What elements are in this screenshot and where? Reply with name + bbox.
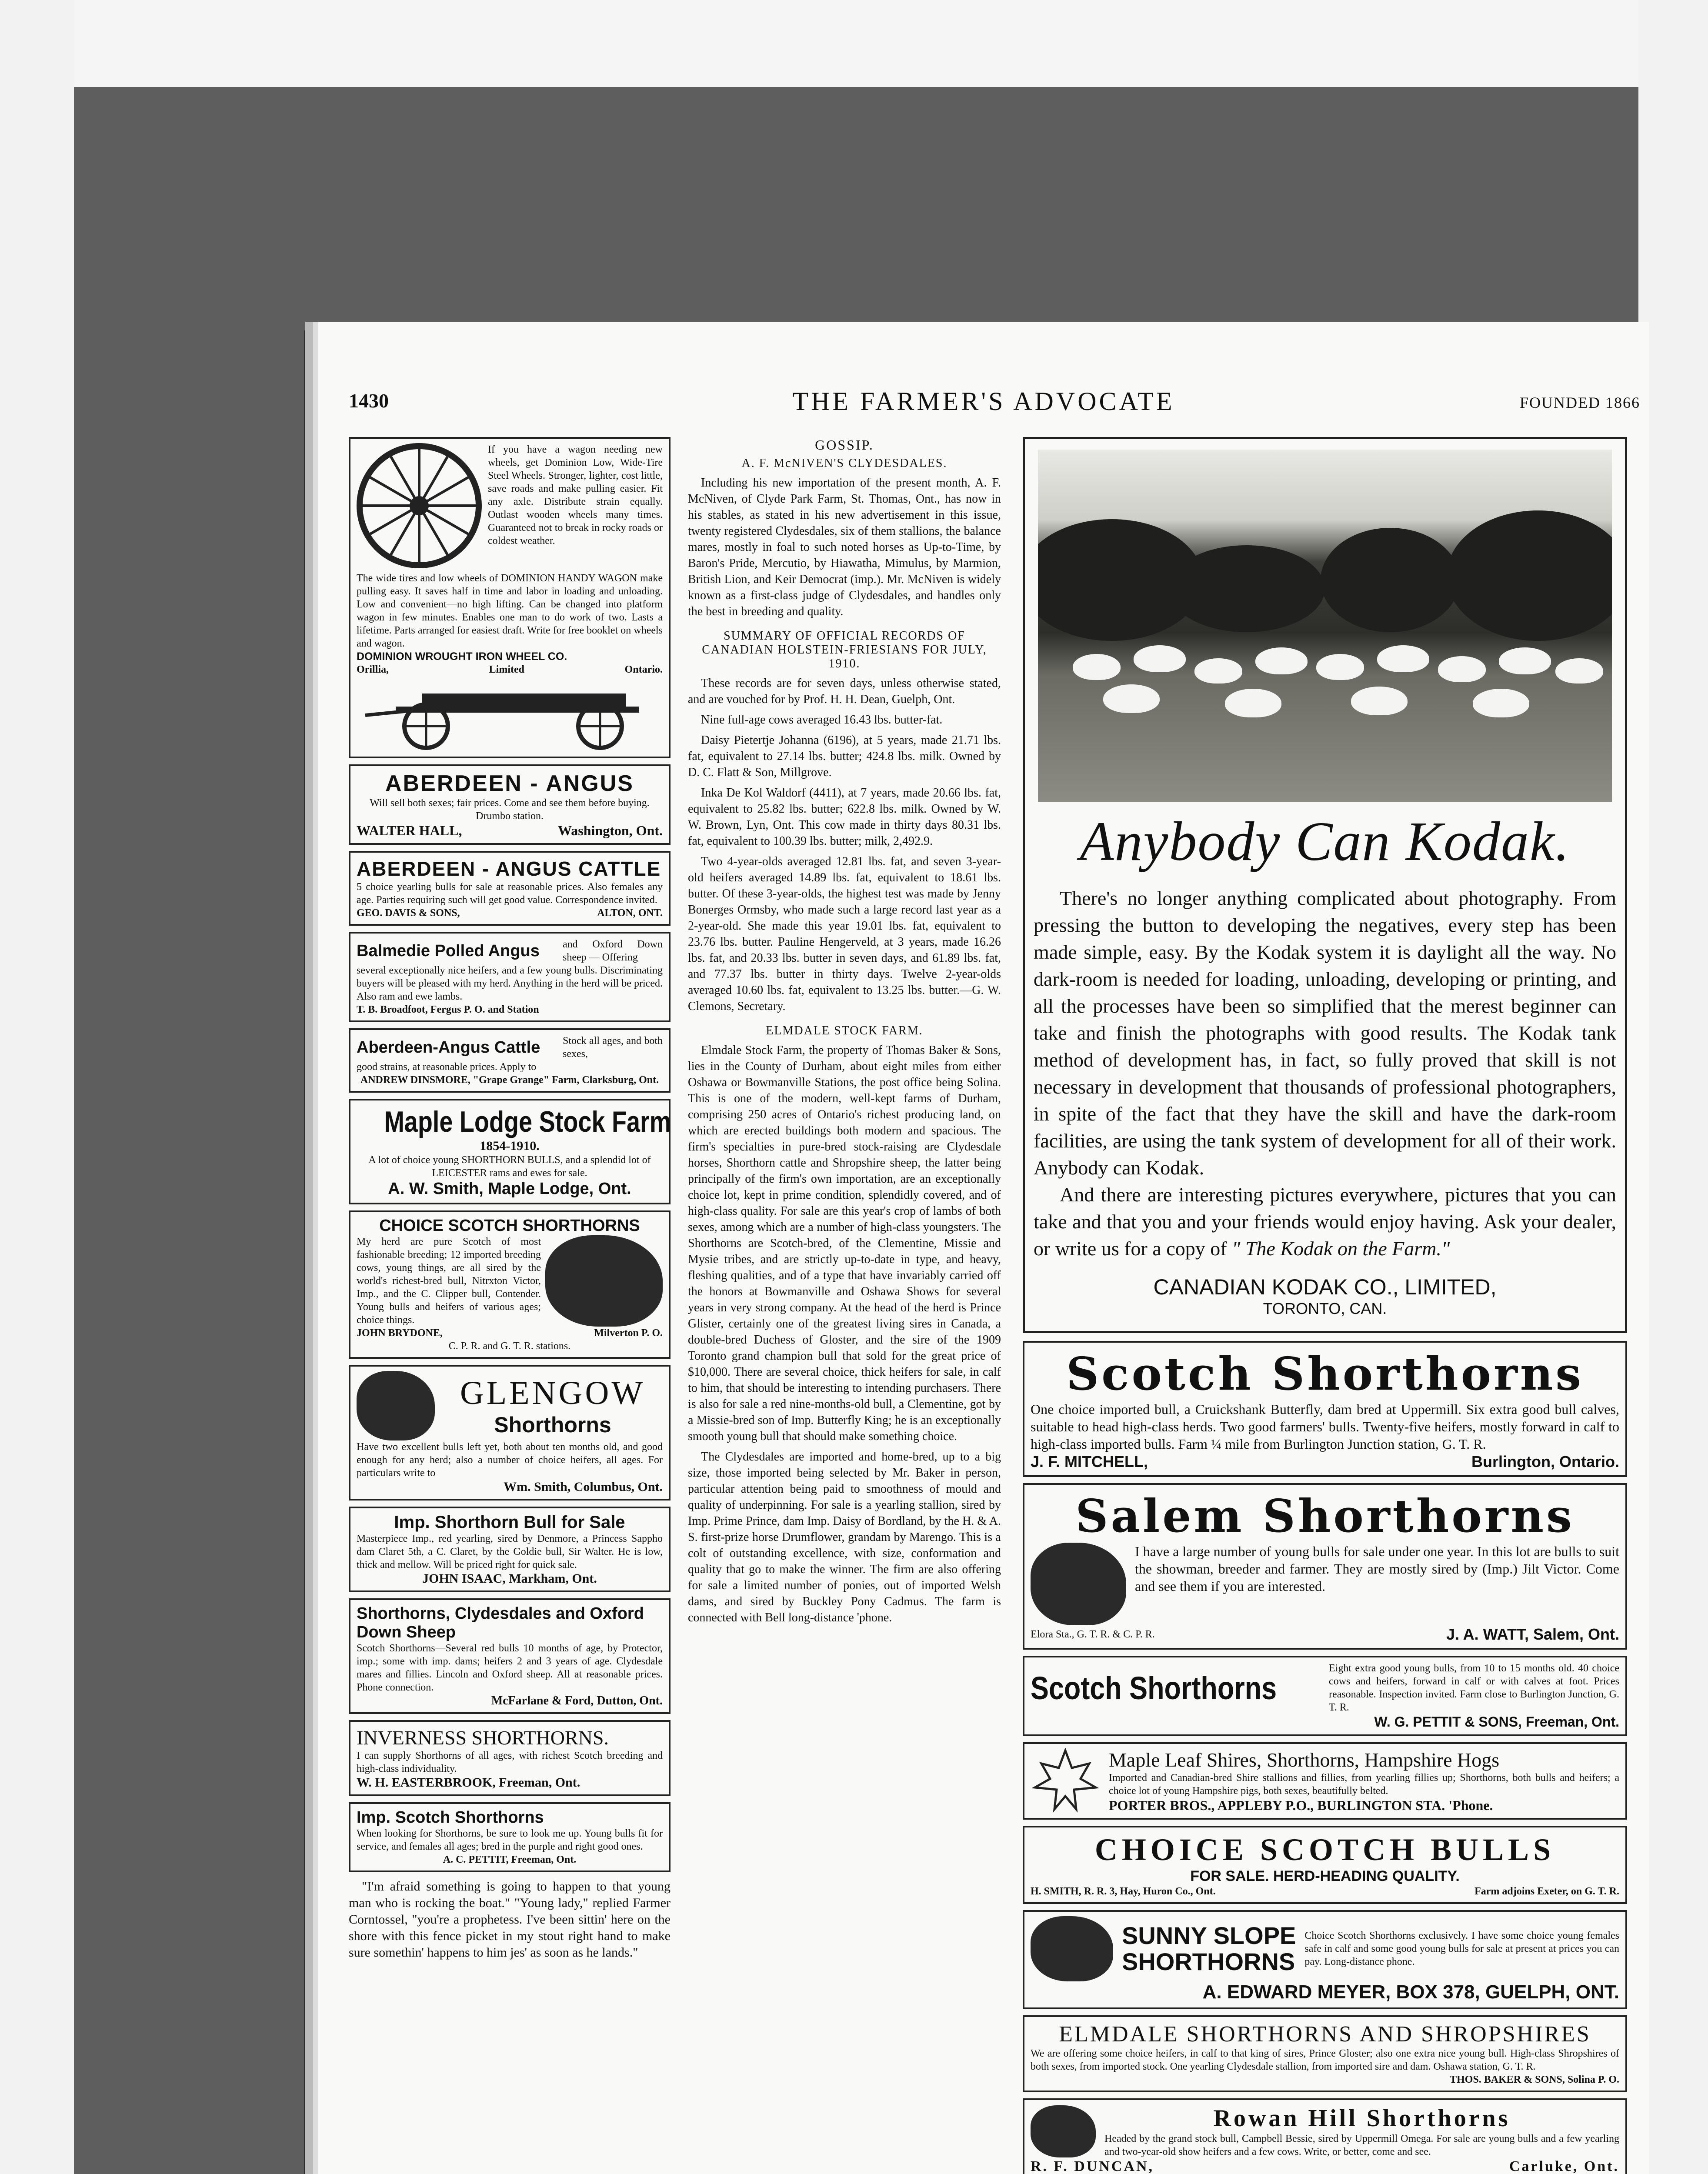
- gossip-heading: GOSSIP.: [815, 437, 874, 453]
- ad-subtitle: FOR SALE. HERD-HEADING QUALITY.: [1190, 1868, 1460, 1884]
- ad-text: My herd are pure Scotch of most fashionable breeding; 12 imported breeding cows, young things, are all sired by the world's richest-bred bull, Nitrxton Victor, Imp., and the C. Clipper bull, Contender. Young bulls and heifers of various ages; choice things.: [357, 1236, 541, 1326]
- wagon-illustration-icon: [357, 676, 661, 750]
- ad-text: When looking for Shorthorns, be sure to look me up. Young bulls fit for service, and females all ages; bred in the purple and right good ones.: [357, 1828, 663, 1852]
- ad-title: ELMDALE SHORTHORNS AND SHROPSHIRES: [1059, 2022, 1591, 2047]
- joke-paragraph: "I'm afraid something is going to happen to that young man who is rocking the boat." "Young lady," replied Farmer Corntossel, "you're a prophetess. I've been sittin' here on the shore with this fence picket in my stout right hand to make sure somethin' happens to him jes' as soon as he lands.": [349, 1879, 671, 1960]
- ad-place: Burlington, Ontario.: [1471, 1453, 1619, 1470]
- wagon-wheel-icon: [357, 443, 482, 568]
- mcniven-paragraph: Including his new importation of the present month, A. F. McNiven, of Clyde Park Farm, St. Thomas, Ont., has now in his stables, as stated in his new advertisement in this issue, twenty registered Clydesdales, six of them stallions, the balance mares, mostly in foal to such noted horses as Up-to-Time, by Baron's Pride, Mercutio, by Hiawatha, Mimulus, by Marmion, British Lion, and Keir Democrat (imp.). Mr. McNiven is widely known as a first-class judge of Clydesdales, and handles only the best in breeding and quality.: [688, 476, 1001, 618]
- pettit-small-ad: [349, 1802, 671, 1872]
- ad-title: Imp. Shorthorn Bull for Sale: [394, 1513, 625, 1532]
- ad-text: Headed by the grand stock bull, Campbell Bessie, sired by Uppermill Omega. For sale are young bulls and a few yearling and two-year-old show heifers and a few cows. Write, or better, come and see.: [1104, 2133, 1619, 2157]
- wheel-ad-province: Ontario.: [624, 664, 663, 675]
- wheel-ad: [349, 437, 671, 758]
- advert-column-right: [1023, 437, 1627, 2174]
- kodak-booklet-title: " The Kodak on the Farm.": [1232, 1237, 1450, 1260]
- ad-text: A lot of choice young SHORTHORN BULLS, and a splendid lot of LEICESTER rams and ewes for sale.: [368, 1154, 651, 1179]
- ad-text: Masterpiece Imp., red yearling, sired by Denmore, a Princess Sappho dam Claret 5th, a C. Claret, by the Goldie bull, Sir Walter. He is low, thick and mellow. Will be priced right for quick sale.: [357, 1533, 663, 1570]
- ad-name: R. F. DUNCAN,: [1031, 2158, 1154, 2174]
- ad-name: A. W. Smith, Maple Lodge, Ont.: [388, 1180, 631, 1198]
- glengow-ad: [349, 1365, 671, 1500]
- bull-icon: [1031, 1916, 1113, 1981]
- summary-paragraph: Nine full-age cows averaged 16.43 lbs. butter-fat.: [701, 713, 943, 727]
- ad-title: Rowan Hill Shorthorns: [1213, 2105, 1511, 2132]
- ad-years: 1854-1910.: [480, 1139, 540, 1153]
- masthead: THE FARMER'S ADVOCATE: [792, 387, 1175, 416]
- page-header: [318, 389, 1649, 424]
- bull-icon: [1031, 2105, 1096, 2157]
- ad-name: PORTER BROS., APPLEBY P.O., BURLINGTON STA. 'Phone.: [1109, 1797, 1493, 1813]
- elmdale-heading: ELMDALE STOCK FARM.: [766, 1024, 923, 1037]
- ad-title: CHOICE SCOTCH BULLS: [1094, 1832, 1555, 1867]
- ad-name: A. EDWARD MEYER, BOX 378, GUELPH, ONT.: [1202, 1981, 1619, 2003]
- ad-name: JOHN ISAAC, Markham, Ont.: [422, 1571, 597, 1586]
- ad-text: good strains, at reasonable prices. Apply to: [357, 1061, 537, 1073]
- scan-margin-top: [0, 0, 1708, 87]
- advert-column-left: [349, 437, 671, 1961]
- porter-ad: [1023, 1742, 1627, 1820]
- founded-line: FOUNDED 1866: [1519, 394, 1640, 411]
- gossip-column: [688, 437, 1001, 1630]
- inverness-ad: [349, 1720, 671, 1796]
- ad-stations: C. P. R. and G. T. R. stations.: [448, 1340, 571, 1352]
- ad-place: Farm adjoins Exeter, on G. T. R.: [1474, 1886, 1619, 1897]
- ad-name: W. G. PETTIT & SONS, Freeman, Ont.: [1374, 1714, 1619, 1730]
- ad-title: GLENGOW: [460, 1374, 646, 1411]
- wheel-ad-town: Orillia,: [357, 664, 389, 675]
- ad-place: Milverton P. O.: [594, 1327, 663, 1339]
- ad-name: Wm. Smith, Columbus, Ont.: [504, 1480, 663, 1494]
- ad-subtitle: Shorthorns: [494, 1412, 611, 1437]
- ad-text: Have two excellent bulls left yet, both about ten months old, and good enough for any herd; also a number of choice heifers, all ages. For particulars write to: [357, 1441, 663, 1479]
- kodak-paragraph-2: And there are interesting pictures everywhere, pictures that you can take and that you and your friends would enjoy having. Ask your dealer, or write us for a copy of: [1034, 1184, 1616, 1260]
- scan-margin-right: [1638, 0, 1708, 2174]
- wheel-ad-body: The wide tires and low wheels of DOMINION HANDY WAGON make pulling easy. It saves half in time and labor in loading and unloading. Low and convenient—no high lifting. Can be changed into platform wagon in few minutes. Enables one man to do work of two. Lasts a lifetime. Parts arranged for easiest draft. Write for free booklet on wheels and wagon.: [357, 573, 663, 649]
- kodak-company: CANADIAN KODAK CO., LIMITED,: [1153, 1275, 1497, 1299]
- ad-title: ABERDEEN - ANGUS: [385, 771, 634, 796]
- ad-title: Maple Leaf Shires, Shorthorns, Hampshire Hogs: [1109, 1749, 1500, 1771]
- ad-title: Maple Lodge Stock Farm: [384, 1105, 671, 1138]
- bull-head-icon: [545, 1235, 663, 1327]
- maple-leaf-icon: [1031, 1748, 1100, 1814]
- kodak-title: Anybody Can Kodak.: [1080, 810, 1570, 872]
- baker-ad: [1023, 2015, 1627, 2092]
- page-number: 1430: [349, 390, 389, 412]
- ad-text: I have a large number of young bulls for sale under one year. In this lot are bulls to suit the showman, breeder and farmer. They are mostly sired by (Imp.) Jilt Victor. Come and see them if you are interested.: [1135, 1544, 1619, 1594]
- summary-paragraph: Daisy Pietertje Johanna (6196), at 5 years, made 21.71 lbs. fat, equivalent to 27.14 lbs. butter; 424.8 lbs. milk. Owned by D. C. Flatt & Son, Millgrove.: [688, 734, 1001, 779]
- ad-text: Imported and Canadian-bred Shire stallions and fillies, from yearling fillies up; Shorthorns, both bulls and heifers; a choice lot of young Hampshire pigs, both sexes, beautifully belted.: [1109, 1772, 1619, 1797]
- newspaper-page: [313, 322, 1649, 2174]
- ad-title: CHOICE SCOTCH SHORTHORNS: [379, 1217, 640, 1235]
- ad-title-2: SHORTHORNS: [1122, 1948, 1295, 1975]
- ad-title: Balmedie Polled Angus: [357, 941, 540, 960]
- ad-name: JOHN BRYDONE,: [357, 1327, 443, 1339]
- aberdeen-angus-davis-ad: [349, 851, 671, 926]
- ad-text: Will sell both sexes; fair prices. Come and see them before buying. Drumbo station.: [370, 797, 650, 822]
- wheel-ad-company: DOMINION WROUGHT IRON WHEEL CO.: [357, 650, 567, 663]
- brydone-ad: [349, 1210, 671, 1359]
- ad-name: A. C. PETTIT, Freeman, Ont.: [443, 1854, 577, 1865]
- ad-name: H. SMITH, R. R. 3, Hay, Huron Co., Ont.: [1031, 1886, 1216, 1897]
- bull-icon: [1031, 1543, 1126, 1625]
- ad-text: several exceptionally nice heifers, and a few young bulls. Discriminating buyers will be pleased with my herd. Anything in the herd will be priced. Also ram and ewe lambs.: [357, 965, 663, 1002]
- ad-title: Shorthorns, Clydesdales and Oxford Down Sheep: [357, 1604, 644, 1641]
- meyer-ad: [1023, 1910, 1627, 2009]
- kodak-paragraph: There's no longer anything complicated about photography. From pressing the button to developing the negatives, every step has been made simple, easy. By the Kodak system it is daylight all the way. No dark-room is needed for loading, unloading, developing or printing, and all the processes have been so simplified that the merest beginner can take and finish the photographs with good results. The Kodak tank method of development has, in fact, so fully proved that skill is not necessary in development that thousands of professional photographers, in spite of the fact that they have the skill and have the dark-room facilities, are using the tank system of development for all of their work. Anybody can Kodak.: [1034, 887, 1616, 1179]
- ad-text: I can supply Shorthorns of all ages, with richest Scotch breeding and high-class individuality.: [357, 1750, 663, 1774]
- ad-text: Choice Scotch Shorthorns exclusively. I have some choice young females safe in calf and some good young bulls for sale at present at prices you can pay. Long-distance phone.: [1304, 1930, 1619, 1967]
- maple-lodge-ad: [349, 1099, 671, 1204]
- ad-place: Washington, Ont.: [558, 823, 663, 838]
- ad-place: Carluke, Ont.: [1509, 2158, 1619, 2174]
- ad-name: GEO. DAVIS & SONS,: [357, 907, 460, 919]
- ad-side: and Oxford Down sheep — Offering: [563, 939, 663, 963]
- wheel-ad-intro: If you have a wagon needing new wheels, get Dominion Low, Wide-Tire Steel Wheels. Stronger, lighter, cost little, save roads and make pulling easier. Fit any axle. Distribute strain equally. Outlast wooden wheels many times. Guaranteed not to break in rocky roads or coldest weather.: [488, 444, 663, 547]
- salem-ad: [1023, 1483, 1627, 1650]
- ad-name: ANDREW DINSMORE, "Grape Grange" Farm, Clarksburg, Ont.: [360, 1074, 659, 1086]
- summary-paragraph: Inka De Kol Waldorf (4411), at 7 years, made 20.66 lbs. fat, equivalent to 25.82 lbs. butter; 622.8 lbs. milk. Owned by W. W. Brown, Lyn, Ont. This cow made in thirty days 80.31 lbs. fat, equivalent to 100.39 lbs. butter; milk, 2,492.9.: [688, 786, 1001, 848]
- ad-place: ALTON, ONT.: [597, 907, 663, 919]
- ad-name: T. B. Broadfoot, Fergus P. O. and Station: [357, 1004, 539, 1015]
- aberdeen-angus-hall-ad: [349, 764, 671, 845]
- ad-title: Scotch Shorthorns: [1031, 1670, 1277, 1706]
- summary-paragraph: These records are for seven days, unless otherwise stated, and are vouched for by Prof. H. H. Dean, Guelph, Ont.: [688, 677, 1001, 706]
- ad-text: Eight extra good young bulls, from 10 to 15 months old. 40 choice cows and heifers, forward in calf or with calves at foot. Prices reasonable. Inspection invited. Farm close to Burlington Junction, G. T. R.: [1329, 1663, 1619, 1713]
- ad-title: Salem Shorthorns: [1075, 1489, 1575, 1543]
- ad-title: INVERNESS SHORTHORNS.: [357, 1727, 609, 1749]
- ad-name: THOS. BAKER & SONS, Solina P. O.: [1450, 2074, 1619, 2085]
- ad-title: Aberdeen-Angus Cattle: [357, 1038, 540, 1057]
- kodak-city: TORONTO, CAN.: [1263, 1300, 1387, 1317]
- ad-name: WALTER HALL,: [357, 823, 462, 838]
- wheel-ad-limited: Limited: [489, 664, 524, 675]
- balmedie-ad: [349, 932, 671, 1022]
- ad-text: One choice imported bull, a Cruickshank Butterfly, dam bred at Uppermill. Six extra good bull calves, suitable to head high-class herds. Two good farmers' bulls. Twenty-five heifers, mostly forward in calf to high-class imported bulls. Farm ¼ mile from Burlington Junction station, G. T. R.: [1031, 1401, 1619, 1452]
- ad-side: Stock all ages, and both sexes,: [563, 1035, 663, 1060]
- mitchell-ad: [1023, 1341, 1627, 1477]
- summary-heading: SUMMARY OF OFFICIAL RECORDS OF CANADIAN HOLSTEIN-FRIESIANS FOR JULY, 1910.: [702, 629, 987, 670]
- bull-head-icon: [357, 1371, 435, 1440]
- ad-text: 5 choice yearling bulls for sale at reasonable prices. Also females any age. Parties requiring such will get good value. Correspondence invited.: [357, 881, 663, 906]
- ad-station: Elora Sta., G. T. R. & C. P. R.: [1031, 1629, 1155, 1640]
- ad-text: We are offering some choice heifers, in calf to that king of sires, Prince Gloster; also one extra nice young bull. High-class Shropshires of both sexes, from imported stock. One yearling Clydesdale stallion, from imported sire and dam. Oshawa station, G. T. R.: [1031, 2048, 1619, 2072]
- smith-ad: [1023, 1826, 1627, 1904]
- ad-name: J. F. MITCHELL,: [1031, 1453, 1148, 1470]
- book-spine: [304, 330, 314, 2174]
- isaac-ad: [349, 1507, 671, 1592]
- mcniven-heading: A. F. McNIVEN'S CLYDESDALES.: [741, 457, 947, 470]
- sheep-pasture-photo: [1038, 450, 1612, 802]
- ad-name: J. A. WATT, Salem, Ont.: [1446, 1625, 1619, 1643]
- ad-text: Scotch Shorthorns—Several red bulls 10 months of age, by Protector, imp.; some with imp. dams; heifers 2 and 3 years of age. Clydesdale mares and fillies. Lincoln and Oxford sheep. All at reasonable prices. Phone connection.: [357, 1643, 663, 1693]
- ad-title: Imp. Scotch Shorthorns: [357, 1808, 544, 1827]
- summary-paragraph: Two 4-year-olds averaged 12.81 lbs. fat, and seven 3-year-old heifers averaged 14.89 lbs. fat, equivalent to 18.61 lbs. butter. Of these 3-year-olds, the highest test was made by Jenny Bonerges Ormsby, who made such a large record last year as a 2-year-old. She made this year 19.01 lbs. fat, equivalent to 23.76 lbs. butter. Pauline Hengerveld, at 3 years, made 16.26 lbs. fat, and 20.33 lbs. butter in seven days, and 61.89 lbs. fat, and 77.37 lbs. butter in thirty days. Twelve 2-year-olds averaged 10.60 lbs. fat, equivalent to 13.25 lbs. butter.—G. W. Clemons, Secretary.: [688, 855, 1001, 1013]
- ad-name: McFarlane & Ford, Dutton, Ont.: [491, 1694, 663, 1707]
- scan-margin-left: [0, 0, 74, 2174]
- ad-title: SUNNY SLOPE: [1122, 1922, 1296, 1949]
- ad-title: Scotch Shorthorns: [1066, 1347, 1584, 1400]
- elmdale-paragraph: Elmdale Stock Farm, the property of Thomas Baker & Sons, lies in the County of Durham, about eight miles from either Oshawa or Bowmanville Stations, the post office being Solina. This is one of the modern, well-kept farms of Durham, comprising 250 acres of Ontario's richest producing land, on which are erected buildings both modern and spacious. The firm's specialties in pure-bred stock-raising are Clydesdale horses, Shorthorn cattle and Shropshire sheep, the latter being principally of the firm's own importation, are an exceptionally choice lot, kept in prime condition, splendidly covered, and of high-class quality. For sale are this year's crop of lambs of both sexes, among which are a number of high-class youngsters. The Shorthorns are Scotch-bred, of the Clementine, Missie and Mysie tribes, and are strictly up-to-date in type, and heavy, fleshing qualities, and of a type that have invariably carried off the honors at Bowmanville and Oshawa Shows for several years in very strong company. At the head of the herd is Prince Glister, certainly one of the greatest living sires in Canada, a double-bred Duchess of Gloster, and the sire of the 1909 Toronto grand champion bull that sold for the great price of $10,000. There are several choice, thick heifers for sale, in calf to him, that should be interesting to intending purchasers. There is also for sale a red nine-months-old bull, a Clementine, got by a Missie-bred son of Imp. Butterfly King; he is an exceptionally smooth young bull that should make something choice.: [688, 1044, 1001, 1443]
- duncan-ad: [1023, 2098, 1627, 2174]
- ad-title: ABERDEEN - ANGUS CATTLE: [357, 857, 661, 880]
- ad-name: W. H. EASTERBROOK, Freeman, Ont.: [357, 1775, 580, 1790]
- pettit-ad: [1023, 1656, 1627, 1736]
- mcfarlane-ad: [349, 1598, 671, 1714]
- kodak-ad: [1023, 437, 1627, 1333]
- dinsmore-ad: [349, 1028, 671, 1093]
- elmdale-paragraph: The Clydesdales are imported and home-bred, up to a big size, those imported being selected by Mr. Baker in person, particular attention being paid to smoothness of mould and quality of underpinning. For sale is a yearling stallion, sired by Imp. Prime Prince, dam Imp. Daisy of Bordland, by the H. & A. S. first-prize horse Drumflower, grandam by Marengo. This is a colt of outstanding excellence, with size, conformation and quality that go to make the winner. The firm are also offering for sale a limited number of ponies, out of imported Welsh dams, and sired by Buckley Pony Cadmus. The farm is connected with Bell long-distance 'phone.: [688, 1450, 1001, 1624]
